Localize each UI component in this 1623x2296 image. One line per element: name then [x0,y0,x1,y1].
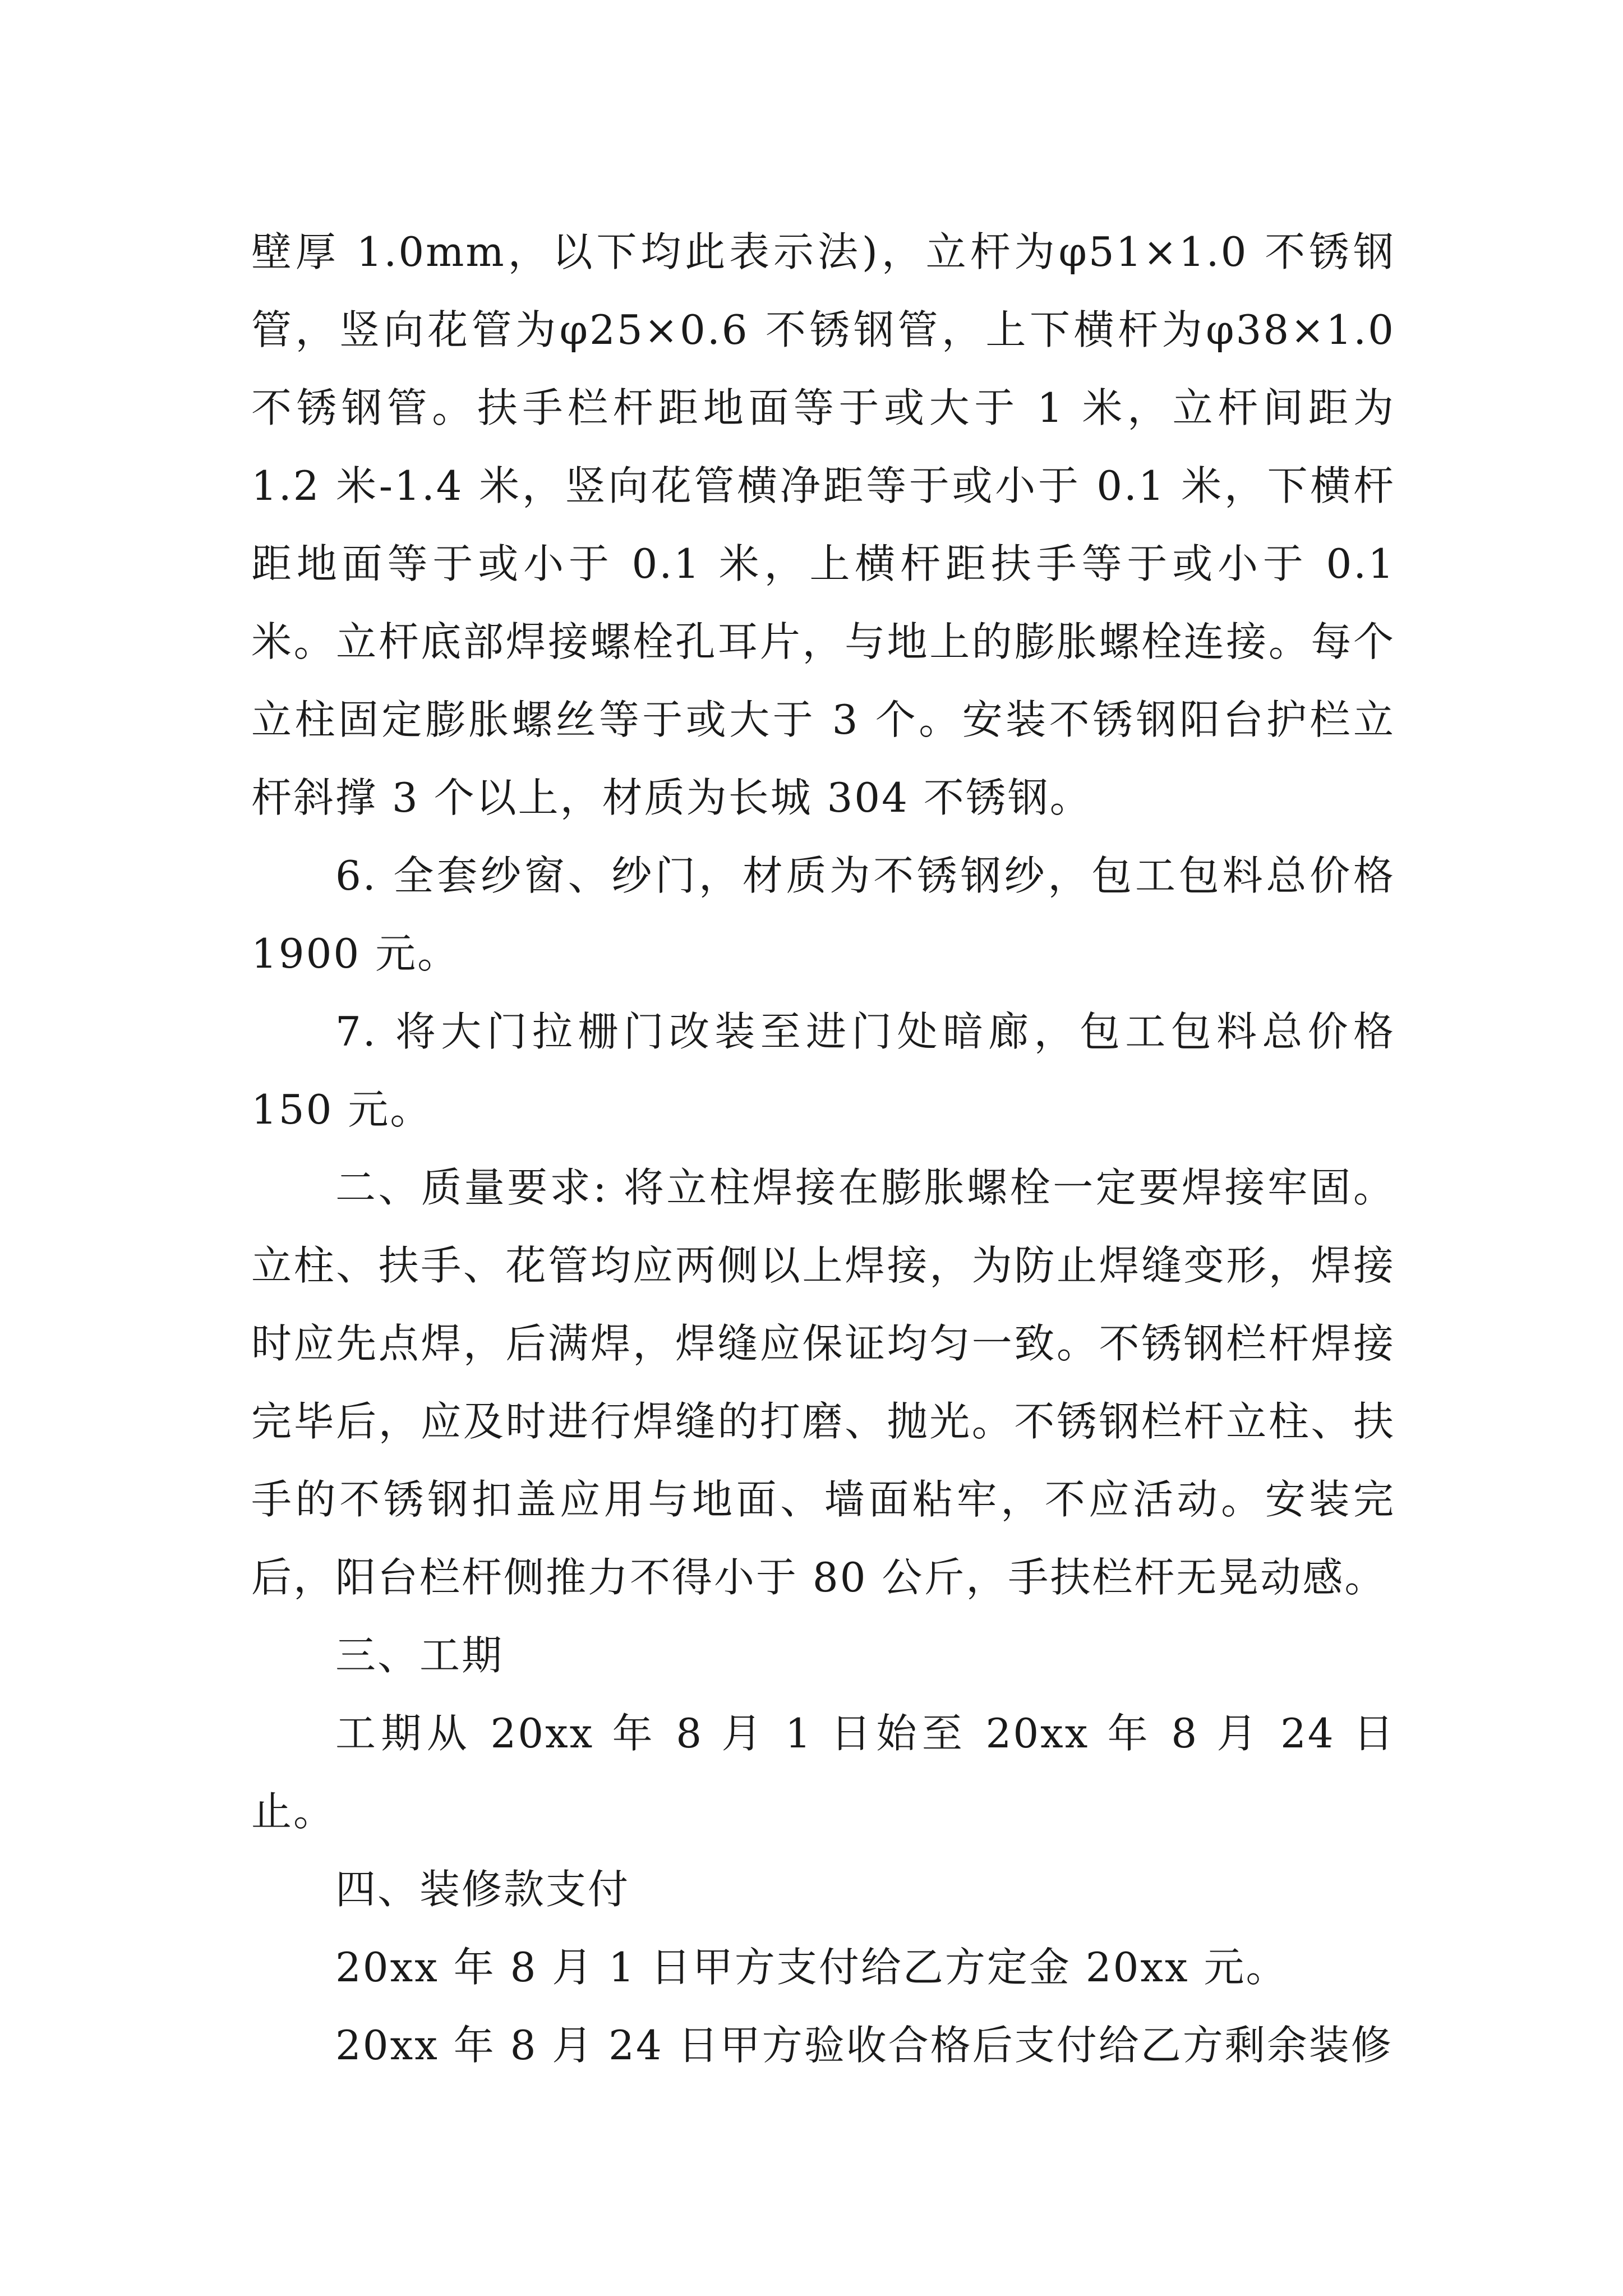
heading-schedule: 三、工期 [335,1632,504,1679]
paragraph-payment-balance: 20xx 年 8 月 24 日甲方验收合格后支付给乙方剩余装修 [335,2022,1393,2069]
paragraph-schedule: 工期从 20xx 年 8 月 1 日始至 20xx 年 8 月 24 日止。 [251,1710,1395,1835]
paragraph-payment-deposit: 20xx 年 8 月 1 日甲方支付给乙方定金 20xx 元。 [335,1944,1288,1991]
paragraph-item-7: 7. 将大门拉栅门改装至进门处暗廊，包工包料总价格 150 元。 [251,1008,1395,1133]
document-body [251,213,1395,2085]
paragraph-item-6: 6. 全套纱窗、纱门，材质为不锈钢纱，包工包料总价格 1900 元。 [251,852,1395,977]
paragraph-railing-spec: 壁厚 1.0mm，以下均此表示法)，立杆为φ51×1.0 不锈钢管，竖向花管为φ25×0.6 不锈钢管，上下横杆为φ38×1.0 不锈钢管。扶手栏杆距地面等于或大于 1 米，立杆间距为 1.2 米-1.4 米，竖向花管横净距等于或小于 0.1 米，下横杆距地面等于或小于 0.1 米，上横杆距扶手等于或小于 0.1 米。立杆底部焊接螺栓孔耳片，与地上的膨胀螺栓连接。每个立柱固定膨胀螺丝等于或大于 3 个。安装不锈钢阳台护栏立杆斜撑 3 个以上，材质为长城 304 不锈钢。 [251,228,1395,821]
heading-payment: 四、装修款支付 [335,1866,630,1913]
paragraph-quality-requirements: 二、质量要求: 将立柱焊接在膨胀螺栓一定要焊接牢固。立柱、扶手、花管均应两侧以上焊接，为防止焊缝变形，焊接时应先点焊，后满焊，焊缝应保证均匀一致。不锈钢栏杆焊接完毕后，应及时进行焊缝的打磨、抛光。不锈钢栏杆立柱、扶手的不锈钢扣盖应用与地面、墙面粘牢，不应活动。安装完后，阳台栏杆侧推力不得小于 80 公斤，手扶栏杆无晃动感。 [251,1164,1395,1601]
